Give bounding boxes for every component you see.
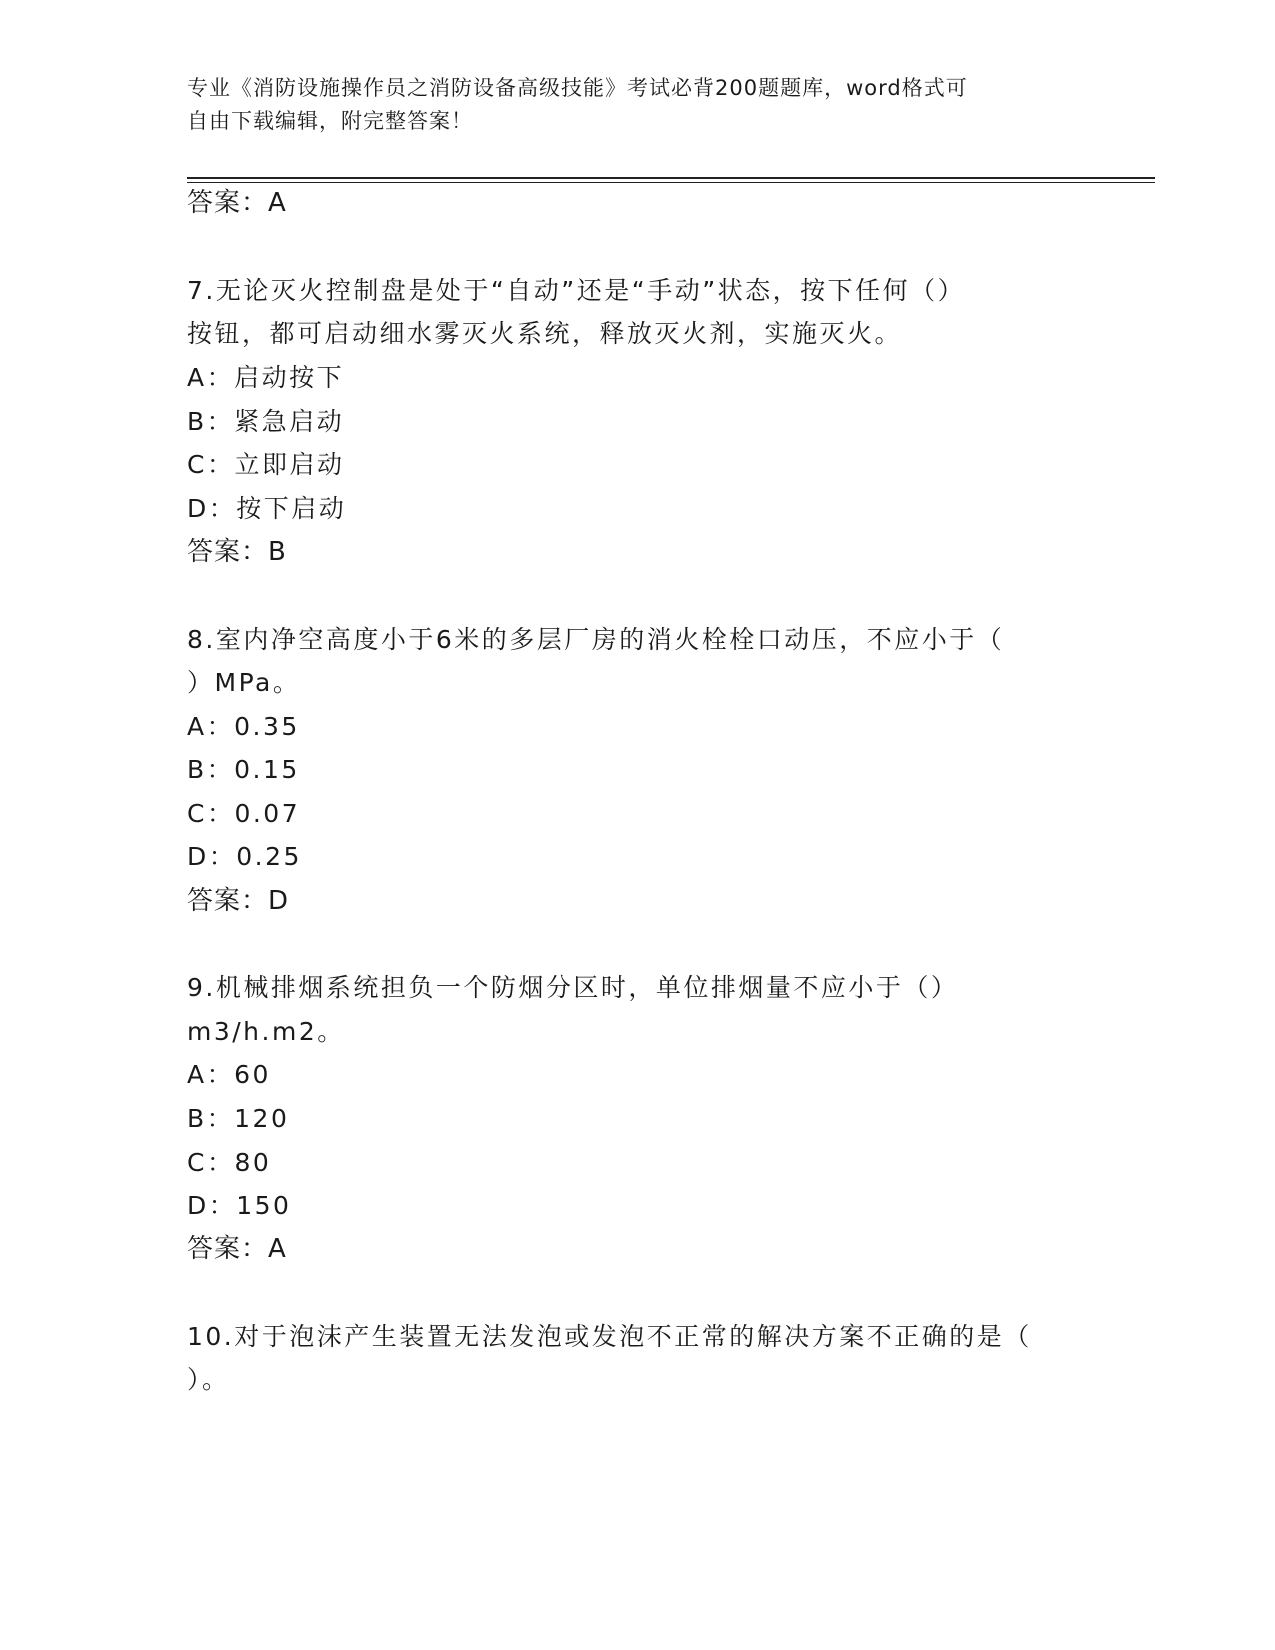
question-8-answer: 答案：D bbox=[187, 886, 290, 916]
question-8-stem-line-1: 8.室内净空高度小于6米的多层厂房的消火栓栓口动压，不应小于（ bbox=[187, 625, 1005, 654]
question-9-option-c: C：80 bbox=[187, 1148, 272, 1177]
question-8-option-a: A：0.35 bbox=[187, 712, 300, 741]
question-9-option-a: A：60 bbox=[187, 1060, 271, 1089]
question-9-option-d: D：150 bbox=[187, 1191, 292, 1220]
header-line-1: 专业《消防设施操作员之消防设备高级技能》考试必背200题题库，word格式可 bbox=[187, 76, 968, 100]
header-line-2: 自由下载编辑，附完整答案！ bbox=[187, 109, 473, 133]
question-8-option-b: B：0.15 bbox=[187, 755, 300, 784]
question-8-option-c: C：0.07 bbox=[187, 799, 301, 828]
question-9-stem-line-2: m3/h.m2。 bbox=[187, 1017, 345, 1046]
page-header bbox=[187, 72, 1067, 138]
question-8-option-d: D：0.25 bbox=[187, 842, 302, 871]
header-divider-thick bbox=[187, 177, 1155, 179]
header-divider-thin bbox=[187, 182, 1155, 183]
answer-prev: 答案：A bbox=[187, 188, 287, 218]
question-10-stem-line-2: ）。 bbox=[187, 1365, 230, 1394]
question-7-option-b: B：紧急启动 bbox=[187, 407, 345, 436]
question-9-stem-line-1: 9.机械排烟系统担负一个防烟分区时，单位排烟量不应小于（） bbox=[187, 973, 959, 1002]
question-10-stem-line-1: 10.对于泡沫产生装置无法发泡或发泡不正常的解决方案不正确的是（ bbox=[187, 1322, 1032, 1351]
question-9-option-b: B：120 bbox=[187, 1104, 290, 1133]
question-9-answer: 答案：A bbox=[187, 1234, 287, 1264]
question-7-stem-line-2: 按钮，都可启动细水雾灭火系统，释放灭火剂，实施灭火。 bbox=[187, 319, 903, 348]
question-7-stem-line-1: 7.无论灭火控制盘是处于“自动”还是“手动”状态，按下任何（） bbox=[187, 276, 966, 305]
question-7-option-c: C：立即启动 bbox=[187, 450, 345, 479]
question-7-answer: 答案：B bbox=[187, 537, 287, 567]
question-7-option-d: D：按下启动 bbox=[187, 494, 347, 523]
question-8-stem-line-2: ）MPa。 bbox=[187, 668, 301, 697]
question-7-option-a: A：启动按下 bbox=[187, 363, 345, 392]
